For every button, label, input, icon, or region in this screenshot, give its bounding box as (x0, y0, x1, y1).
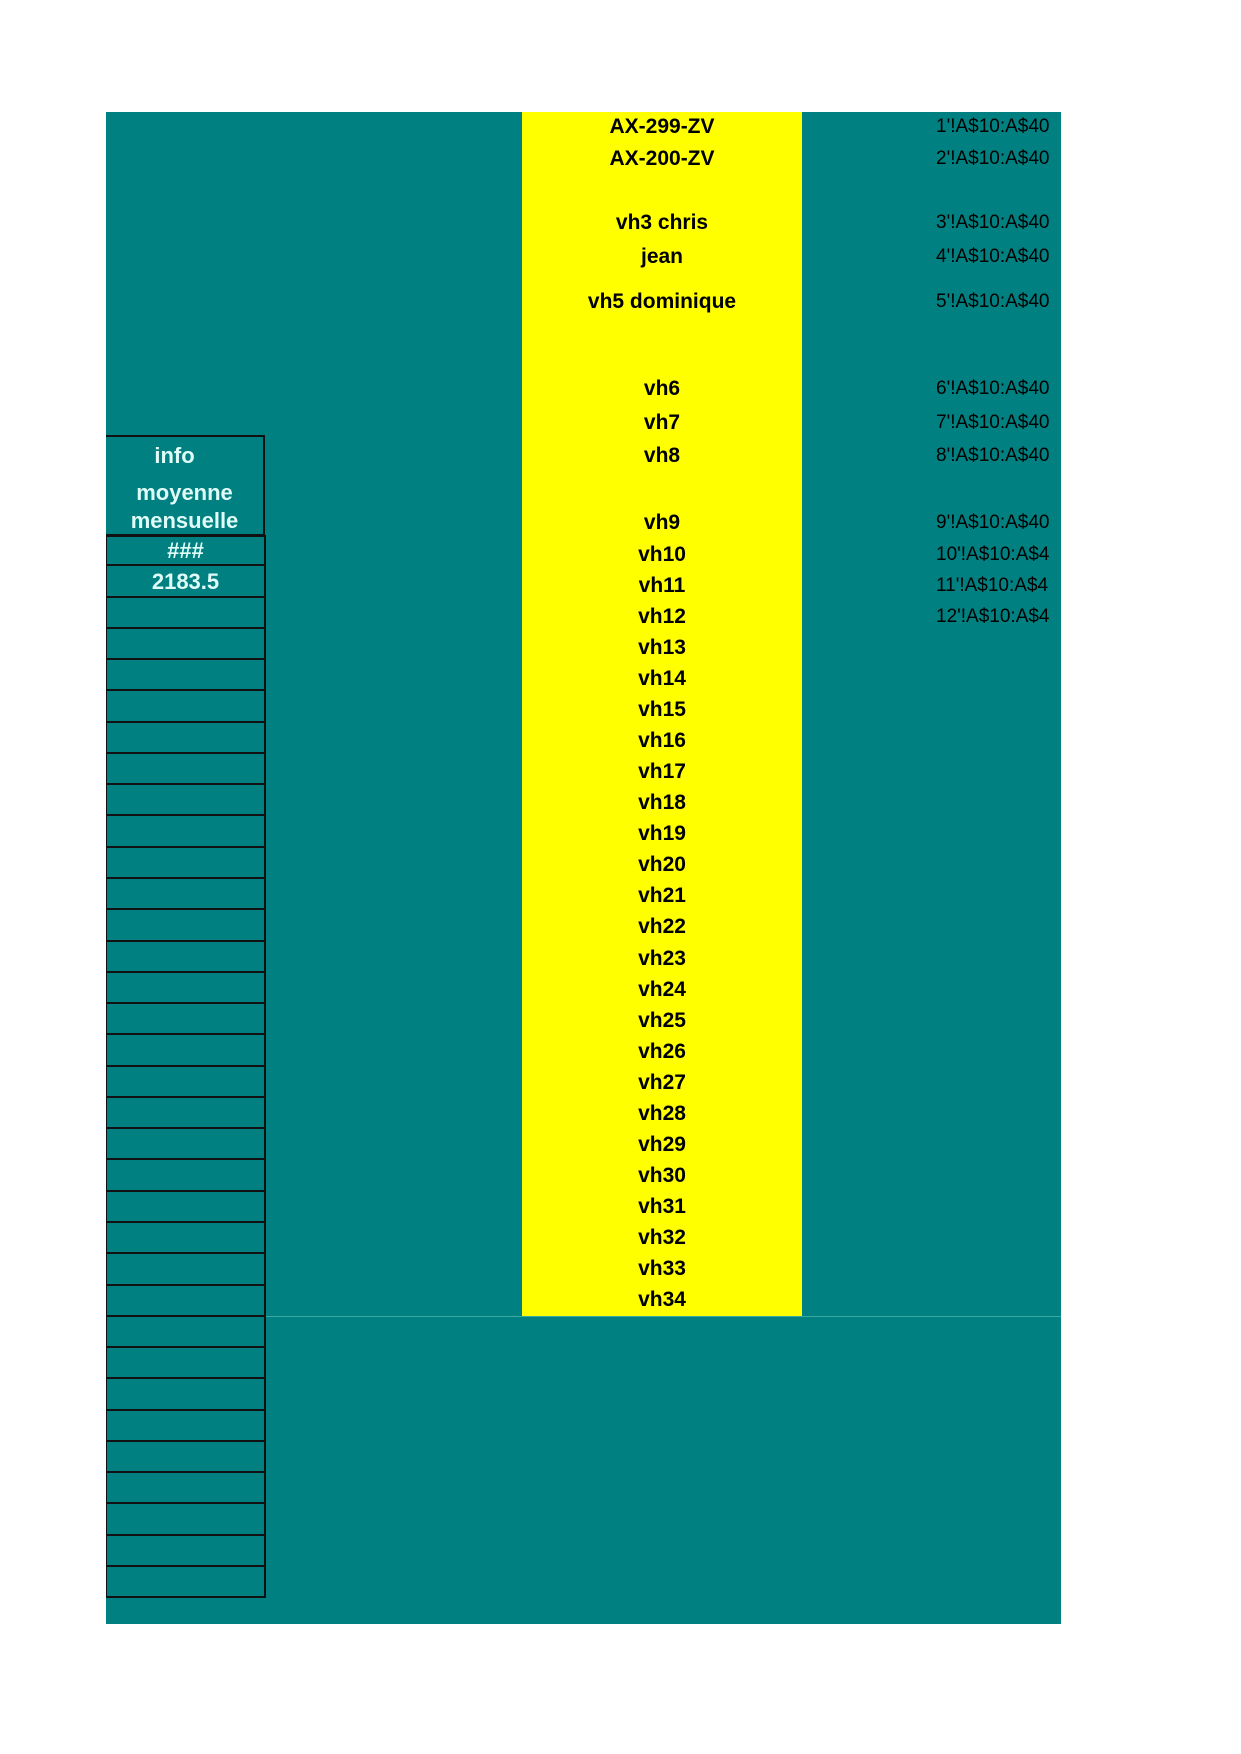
range-reference[interactable]: 10'!A$10:A$4 (936, 544, 1050, 565)
info-value: ### (167, 538, 204, 563)
vehicle-name[interactable]: vh34 (638, 1287, 686, 1311)
vehicle-name[interactable]: vh12 (638, 605, 686, 629)
info-cell[interactable] (106, 754, 266, 785)
info-cell[interactable] (106, 1379, 266, 1410)
info-cell[interactable] (106, 1285, 266, 1316)
vehicle-name[interactable]: vh15 (638, 698, 686, 722)
vehicle-name[interactable]: vh26 (638, 1039, 686, 1063)
range-reference[interactable]: 6'!A$10:A$40 (936, 378, 1050, 399)
info-cell[interactable] (106, 785, 266, 816)
info-cell[interactable] (106, 1536, 266, 1567)
info-cell[interactable] (106, 660, 266, 691)
vehicle-name[interactable]: AX-299-ZV (609, 115, 715, 138)
vehicle-name[interactable]: vh10 (638, 543, 686, 566)
vehicle-name[interactable]: vh7 (643, 411, 681, 434)
vehicle-name[interactable]: vh28 (638, 1101, 686, 1125)
info-line2: mensuelle (130, 508, 239, 533)
info-value: 2183.5 (151, 569, 220, 595)
range-reference[interactable]: 5'!A$10:A$40 (936, 291, 1050, 312)
range-reference[interactable]: 9'!A$10:A$40 (936, 512, 1050, 533)
range-reference[interactable]: 12'!A$10:A$4 (936, 606, 1050, 628)
vehicle-name[interactable]: vh20 (638, 853, 686, 877)
range-reference[interactable]: 4'!A$10:A$40 (936, 246, 1050, 267)
info-cell[interactable] (106, 1223, 266, 1254)
vehicle-name[interactable]: vh25 (638, 1008, 686, 1032)
vehicle-name[interactable]: vh17 (638, 760, 686, 784)
info-cell[interactable] (106, 1035, 266, 1066)
info-cell[interactable] (106, 1317, 266, 1348)
vehicle-name[interactable]: vh33 (638, 1256, 686, 1280)
vehicle-name[interactable]: vh32 (638, 1225, 686, 1249)
info-cell[interactable] (106, 1067, 266, 1098)
vehicle-name[interactable]: vh11 (638, 574, 686, 598)
info-header (106, 435, 265, 537)
info-cell[interactable] (106, 598, 266, 629)
vehicle-name[interactable]: jean (640, 245, 684, 268)
info-cell[interactable] (106, 535, 266, 566)
info-cell[interactable] (106, 910, 266, 941)
vehicle-name[interactable]: vh27 (638, 1070, 686, 1094)
vehicle-name[interactable]: vh29 (638, 1132, 686, 1156)
info-cell[interactable] (106, 1411, 266, 1442)
vehicle-name[interactable]: vh6 (643, 377, 681, 400)
info-cell[interactable] (106, 1098, 266, 1129)
vehicle-name[interactable]: vh16 (638, 729, 686, 753)
info-cell[interactable] (106, 1129, 266, 1160)
vehicle-name[interactable]: vh5 dominique (587, 290, 737, 313)
info-cell[interactable] (106, 1254, 266, 1285)
range-reference[interactable]: 8'!A$10:A$40 (936, 445, 1050, 466)
range-reference[interactable]: 3'!A$10:A$40 (936, 212, 1050, 233)
vehicle-name[interactable]: vh8 (643, 444, 681, 467)
info-cell[interactable] (106, 1348, 266, 1379)
vehicle-name[interactable]: vh3 chris (615, 211, 709, 234)
info-cell[interactable] (106, 848, 266, 879)
info-cell[interactable] (106, 879, 266, 910)
info-line1: moyenne (136, 480, 233, 505)
vehicle-name[interactable]: vh30 (638, 1163, 686, 1187)
vehicle-name[interactable]: vh13 (638, 636, 686, 660)
vehicle-name[interactable]: vh31 (638, 1194, 686, 1218)
info-cell[interactable] (106, 566, 266, 597)
info-cell[interactable] (106, 1442, 266, 1473)
info-cell[interactable] (106, 723, 266, 754)
spreadsheet-area (106, 112, 1061, 1624)
info-cell[interactable] (106, 1192, 266, 1223)
vehicle-name[interactable]: vh9 (643, 511, 681, 534)
info-cell[interactable] (106, 1160, 266, 1191)
range-reference[interactable]: 2'!A$10:A$40 (936, 148, 1050, 169)
info-cell[interactable] (106, 816, 266, 847)
info-cell[interactable] (106, 1473, 266, 1504)
info-cell[interactable] (106, 629, 266, 660)
info-cell[interactable] (106, 1504, 266, 1535)
vehicle-name[interactable]: vh24 (638, 977, 686, 1001)
vehicle-name[interactable]: vh14 (638, 667, 686, 691)
vehicle-name[interactable]: vh23 (638, 946, 686, 970)
vehicle-name[interactable]: vh22 (638, 915, 686, 939)
info-cell[interactable] (106, 1004, 266, 1035)
range-reference[interactable]: 7'!A$10:A$40 (936, 412, 1050, 433)
vehicle-name[interactable]: AX-200-ZV (609, 147, 715, 170)
vehicle-name[interactable]: vh21 (638, 884, 686, 908)
info-title: info (154, 443, 195, 468)
info-cell[interactable] (106, 691, 266, 722)
vehicle-name[interactable]: vh18 (638, 791, 686, 815)
range-reference[interactable]: 11'!A$10:A$4 (936, 575, 1049, 597)
info-cell[interactable] (106, 973, 266, 1004)
info-cell[interactable] (106, 1567, 266, 1598)
divider (265, 1316, 1061, 1317)
range-reference[interactable]: 1'!A$10:A$40 (936, 116, 1050, 137)
info-cell[interactable] (106, 942, 266, 973)
vehicle-name[interactable]: vh19 (638, 822, 686, 846)
